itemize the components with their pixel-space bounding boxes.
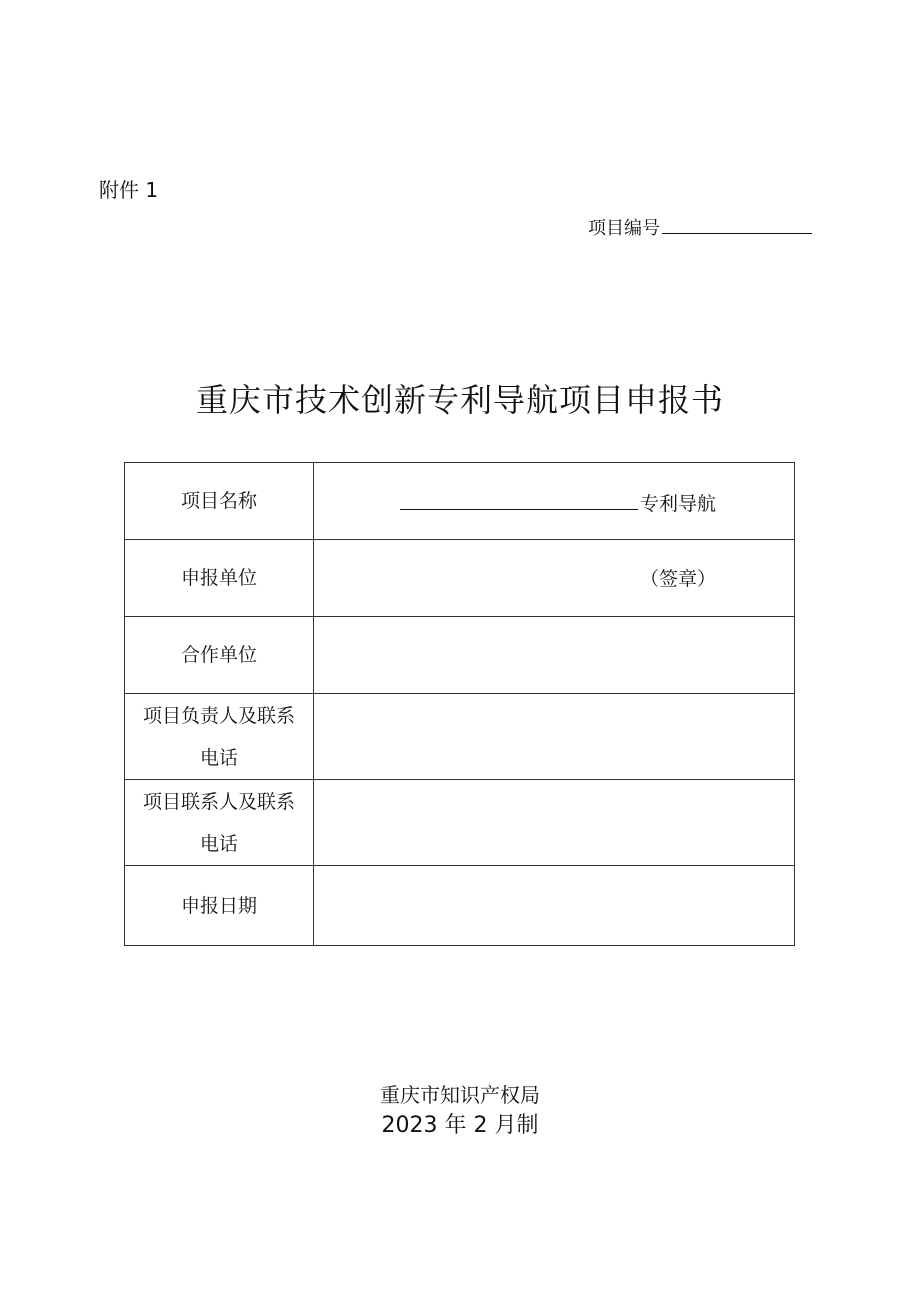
project-name-blank[interactable] — [400, 489, 638, 510]
contact-cell[interactable] — [314, 780, 795, 866]
application-form-table — [124, 462, 795, 946]
table-row-contact — [125, 780, 795, 866]
leader-label-line1: 项目负责人及联系 — [142, 704, 295, 727]
project-name-suffix: 专利导航 — [640, 493, 717, 515]
applicant-label: 申报单位 — [125, 540, 314, 617]
issuer-name: 重庆市知识产权局 — [380, 1083, 540, 1107]
document-title: 重庆市技术创新专利导航项目申报书 — [195, 381, 724, 419]
partner-label: 合作单位 — [125, 617, 314, 694]
applicant-cell[interactable] — [314, 540, 795, 617]
table-row-date — [125, 866, 795, 946]
leader-label — [125, 694, 314, 780]
made-date: 2023 年 2 月制 — [381, 1113, 539, 1138]
table-row-project-name — [125, 463, 795, 540]
leader-label-line2: 电话 — [199, 746, 238, 769]
project-name-line — [400, 489, 716, 517]
leader-cell[interactable] — [314, 694, 795, 780]
contact-label-line2: 电话 — [199, 832, 238, 855]
project-number-field — [588, 215, 812, 242]
attachment-label: 附件 1 — [99, 178, 159, 202]
date-cell[interactable] — [314, 866, 795, 946]
table-row-applicant — [125, 540, 795, 617]
partner-cell[interactable] — [314, 617, 795, 694]
project-name-cell[interactable] — [314, 463, 795, 540]
project-number-label: 项目编号 — [588, 218, 660, 239]
project-number-blank[interactable] — [662, 215, 812, 234]
date-label: 申报日期 — [125, 866, 314, 946]
table-row-partner — [125, 617, 795, 694]
seal-note: （签章） — [640, 568, 717, 590]
contact-label-line1: 项目联系人及联系 — [142, 790, 295, 813]
contact-label — [125, 780, 314, 866]
project-name-label: 项目名称 — [125, 463, 314, 540]
table-row-leader — [125, 694, 795, 780]
